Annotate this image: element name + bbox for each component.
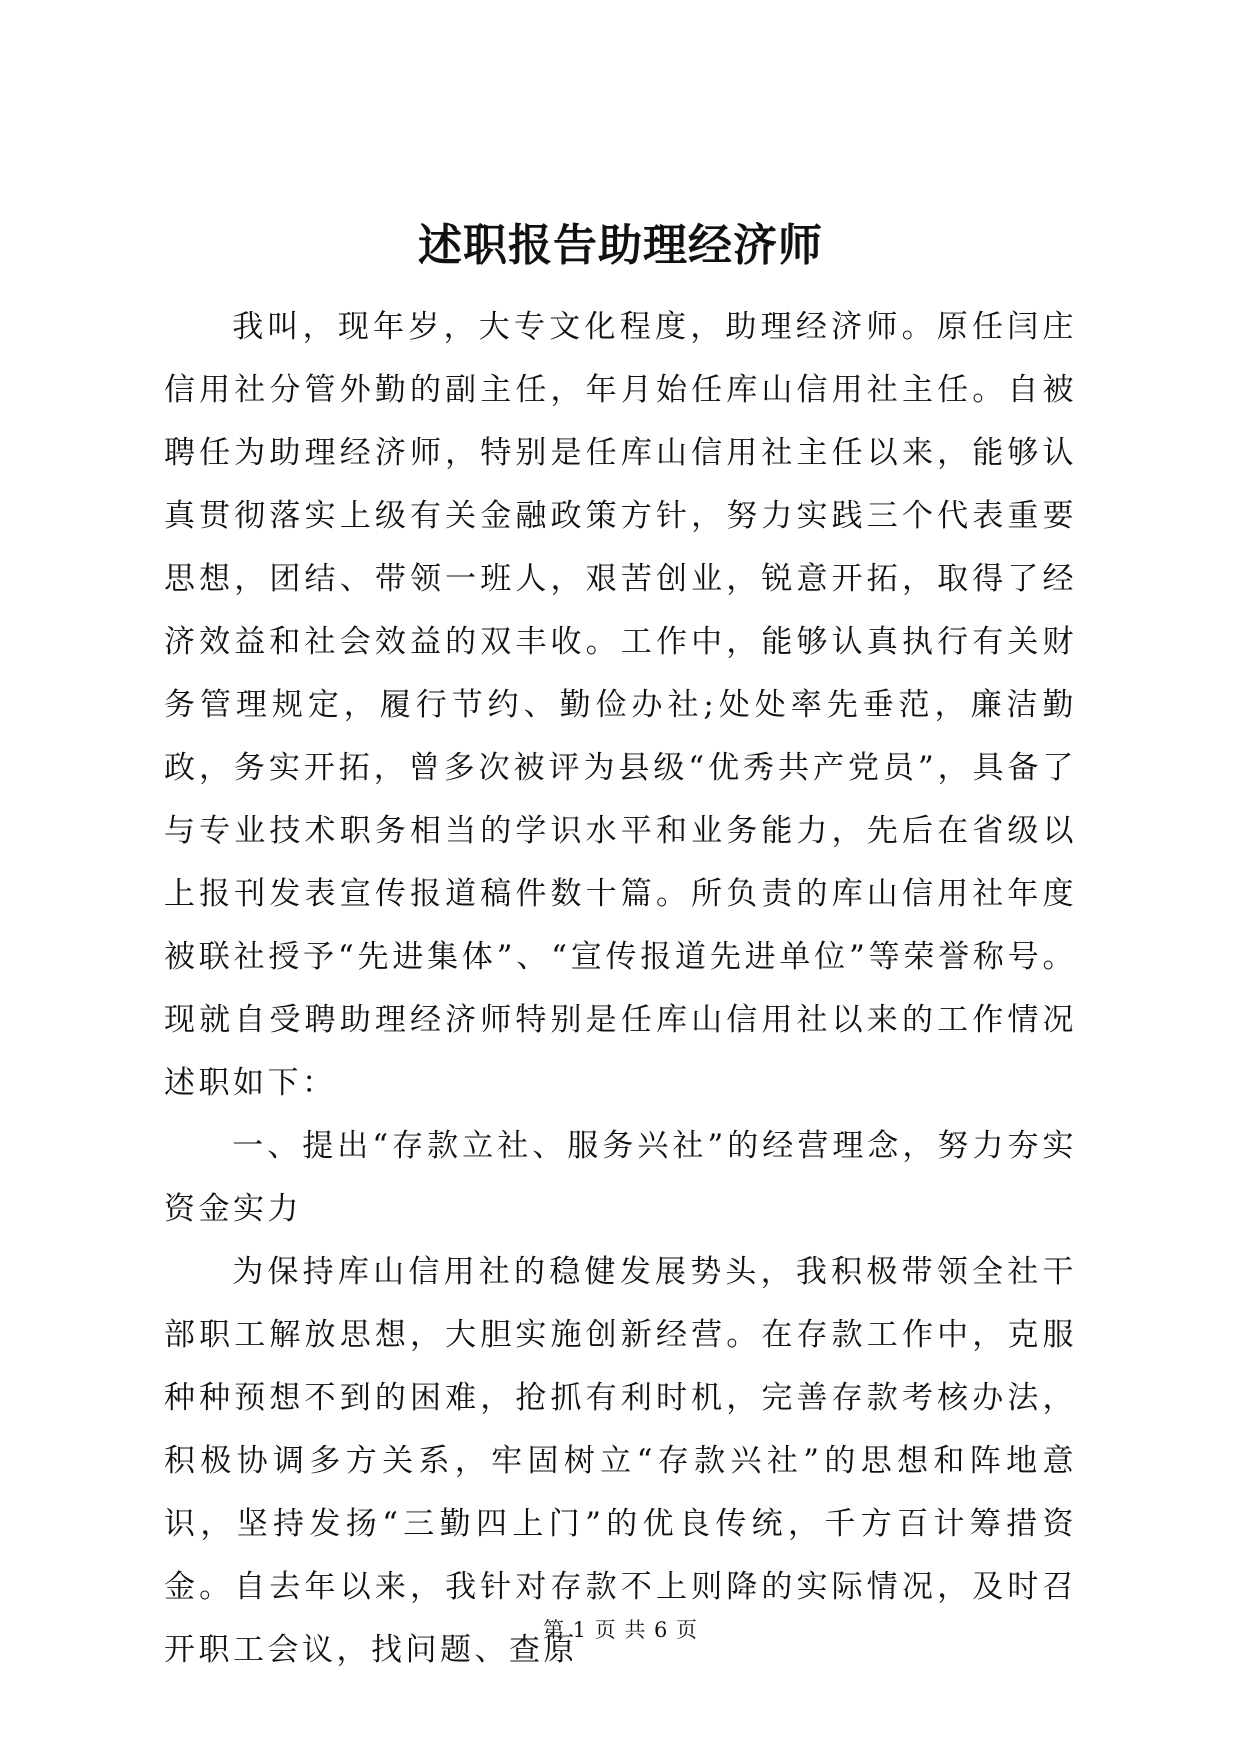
- body-paragraph: 我叫，现年岁，大专文化程度，助理经济师。原任闫庄信用社分管外勤的副主任，年月始任库山信用社主任。自被聘任为助理经济师，特别是任库山信用社主任以来，能够认真贯彻落实上级有关金融政策方针，努力实践三个代表重要思想，团结、带领一班人，艰苦创业，锐意开拓，取得了经济效益和社会效益的双丰收。工作中，能够认真执行有关财务管理规定，履行节约、勤俭办社;处处率先垂范，廉洁勤政，务实开拓，曾多次被评为县级“优秀共产党员”，具备了与专业技术职务相当的学识水平和业务能力，先后在省级以上报刊发表宣传报道稿件数十篇。所负责的库山信用社年度被联社授予“先进集体”、“宣传报道先进单位”等荣誉称号。现就自受聘助理经济师特别是任库山信用社以来的工作情况述职如下：: [164, 309, 1077, 1101]
- document-title: 述职报告助理经济师: [418, 220, 823, 271]
- document-body: [164, 296, 1077, 1682]
- section-heading: 一、提出“存款立社、服务兴社”的经营理念，努力夯实资金实力: [164, 1128, 1077, 1227]
- page-footer: 第 1 页 共 6 页: [542, 1618, 699, 1642]
- body-paragraph: 为保持库山信用社的稳健发展势头，我积极带领全社干部职工解放思想，大胆实施创新经营。在存款工作中，克服种种预想不到的困难，抢抓有利时机，完善存款考核办法，积极协调多方关系，牢固树立“存款兴社”的思想和阵地意识，坚持发扬“三勤四上门”的优良传统，千方百计筹措资金。自去年以来，我针对存款不上则降的实际情况，及时召开职工会议，找问题、查原: [164, 1254, 1077, 1668]
